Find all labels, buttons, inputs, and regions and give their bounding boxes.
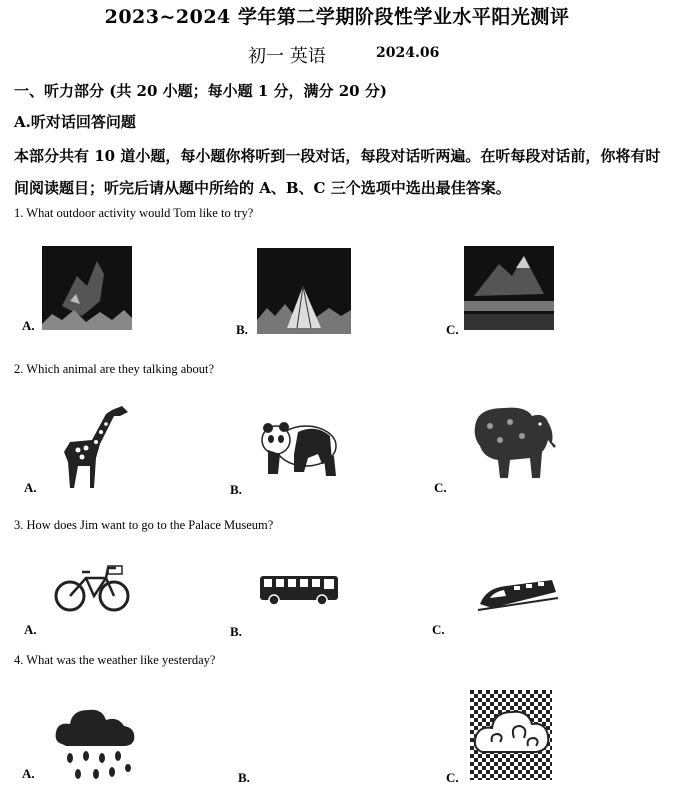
question-1: 1. What outdoor activity would Tom like to try? xyxy=(14,206,254,220)
exam-title: 2023~2024 学年第二学期阶段性学业水平阳光测评 xyxy=(104,6,570,28)
exam-date: 2024.06 xyxy=(376,45,440,61)
q4-option-a[interactable]: A. xyxy=(22,766,35,781)
q4-option-b[interactable]: B. xyxy=(238,770,250,785)
rock-climbing-photo xyxy=(42,246,132,330)
q1-option-a[interactable]: A. xyxy=(22,318,35,333)
rainy-cloud-picture xyxy=(52,700,138,784)
elephant-picture xyxy=(470,402,560,482)
q3-option-c[interactable]: C. xyxy=(432,622,445,637)
part-a-heading: A.听对话回答问题 xyxy=(14,113,136,131)
mountain-photo xyxy=(464,246,554,330)
camping-tent-photo xyxy=(257,248,351,334)
q1-option-b[interactable]: B. xyxy=(236,322,248,337)
q3-option-b[interactable]: B. xyxy=(230,624,242,639)
exam-subject: 初一 英语 xyxy=(248,46,326,67)
question-3: 3. How does Jim want to go to the Palace Museum? xyxy=(14,518,274,532)
question-2: 2. Which animal are they talking about? xyxy=(14,362,215,376)
cloudy-picture xyxy=(470,690,552,780)
train-picture xyxy=(476,574,560,614)
panda-picture xyxy=(258,414,340,480)
q3-option-a[interactable]: A. xyxy=(24,622,37,637)
q4-option-c[interactable]: C. xyxy=(446,770,459,785)
q2-option-a[interactable]: A. xyxy=(24,480,37,495)
bus-picture xyxy=(258,574,340,606)
q1-option-c[interactable]: C. xyxy=(446,322,459,337)
question-4: 4. What was the weather like yesterday? xyxy=(14,653,216,667)
giraffe-picture xyxy=(56,402,132,490)
q2-option-c[interactable]: C. xyxy=(434,480,447,495)
q2-option-b[interactable]: B. xyxy=(230,482,242,497)
section-heading: 一、听力部分 (共 20 小题；每小题 1 分，满分 20 分) xyxy=(14,82,387,100)
bicycle-picture xyxy=(50,558,134,614)
instructions: 本部分共有 10 道小题，每小题你将听到一段对话，每段对话听两遍。在听每段对话前，你将有时间阅读题目；听完后请从题中所给的 A、B、C 三个选项中选出最佳答案。 xyxy=(14,147,661,197)
